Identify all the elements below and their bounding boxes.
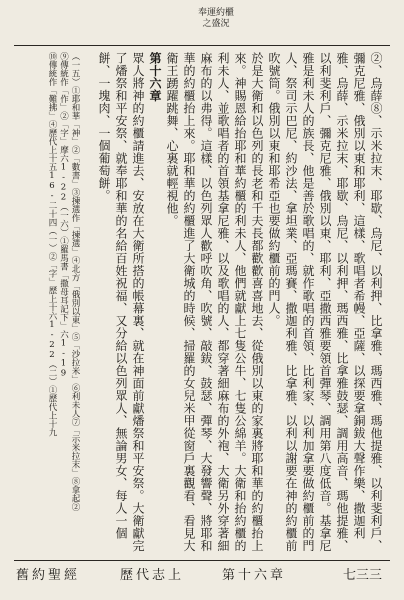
chapter-heading: 第十六章 (148, 52, 162, 102)
running-head-line2: 之盛況 (202, 19, 230, 29)
running-head (176, 8, 256, 30)
page-number: 七三三 (342, 568, 382, 583)
footnote-2: ⑨傳統作「作」②「字」摩六1-22（一六）①羅馬書「撒母耳記下」六1-19 (58, 52, 69, 379)
footer-rule (14, 560, 390, 561)
footer-book-title: 舊約聖經 (16, 568, 81, 583)
footer-section-title: 歷代志上 (120, 568, 185, 583)
main-text (84, 52, 384, 560)
body-paragraph-2: 於是大衛和以色列的長老和千夫長都歡歡喜喜地去、從俄別以東的家裏將耶和華的約櫃抬上來。神賜恩給抬耶和華約櫃的利未人、他們就獻上七隻公牛、七隻公綿羊。大衛和抬約櫃的利未人、並歌唱者的首領基拿尼雅、以及歌唱的人、都穿著細麻布的外袍、大衛另外穿著細麻布的以弗得。這樣、以色列眾人歡呼吹角、吹號、敲鈸、鼓瑟、彈琴、大發響聲、將耶和華的約櫃抬上來。耶和華的約櫃進了大衛城的時候、掃羅的女兒米甲從窗戶裏觀看、看見大衛王踴躍跳舞、心裏就輕視他。 (165, 52, 264, 552)
running-head-line1: 奉運約櫃 (197, 8, 234, 18)
footnote-3: ⑩傳統作「難拂」④歷代上十五16-二十四（一）②「字」歷上十六1-22（二）①歷代上十九 (47, 52, 57, 437)
footnotes (20, 52, 80, 560)
body-paragraph-1: ②、烏薛⑧、示米拉末、耶歇、烏尼、以利押、比拿雅、瑪西雅、瑪他提雅、以利斐利戶、彌克尼雅、俄別以東和耶利、這樣、歌唱者希幔、亞薩、以探要拿銅鈸大聲作樂、撒迦利雅、烏薛、示米拉末、耶歇、烏尼、以利押、瑪西雅、比拿雅鼓瑟、調用高音、瑪他提雅、以利斐利戶、彌克尼雅、俄別以東、耶利、亞撒西雅要領首彈琴、調用第八度低音。基拿尼雅是利未人的族長、他是善於歌唱的、就作歌唱的首領、比利家、以利加拿要做約櫃前的門人、祭司示巴尼、約沙法、拿坦業、亞瑪賽、撒迦利雅、比拿雅、以利以謝要在神的約櫃前吹號筒。俄別以東和耶希亞也要做約櫃前的門人。 (267, 52, 383, 552)
footnote-1: （一五）①耶和華「神」②「數書」③揀選作「揀選」④北方「俄別以東」⑤「沙拉米」⑥利未人⑦「示米拉末」⑧拿起② (70, 52, 80, 511)
body-paragraph-3: 眾人將神的約櫃請進去、安放在大衛所搭的帳幕裏、就在神面前獻燔祭和平安祭。大衛獻完了燔祭和平安祭、就奉耶和華的名給百姓祝福、又分給以色列眾人、無論男女、每人一個餅、一塊肉、一個葡萄餅。 (97, 52, 145, 552)
footer-chapter: 第十六章 (222, 568, 287, 583)
header-rule (14, 45, 390, 46)
